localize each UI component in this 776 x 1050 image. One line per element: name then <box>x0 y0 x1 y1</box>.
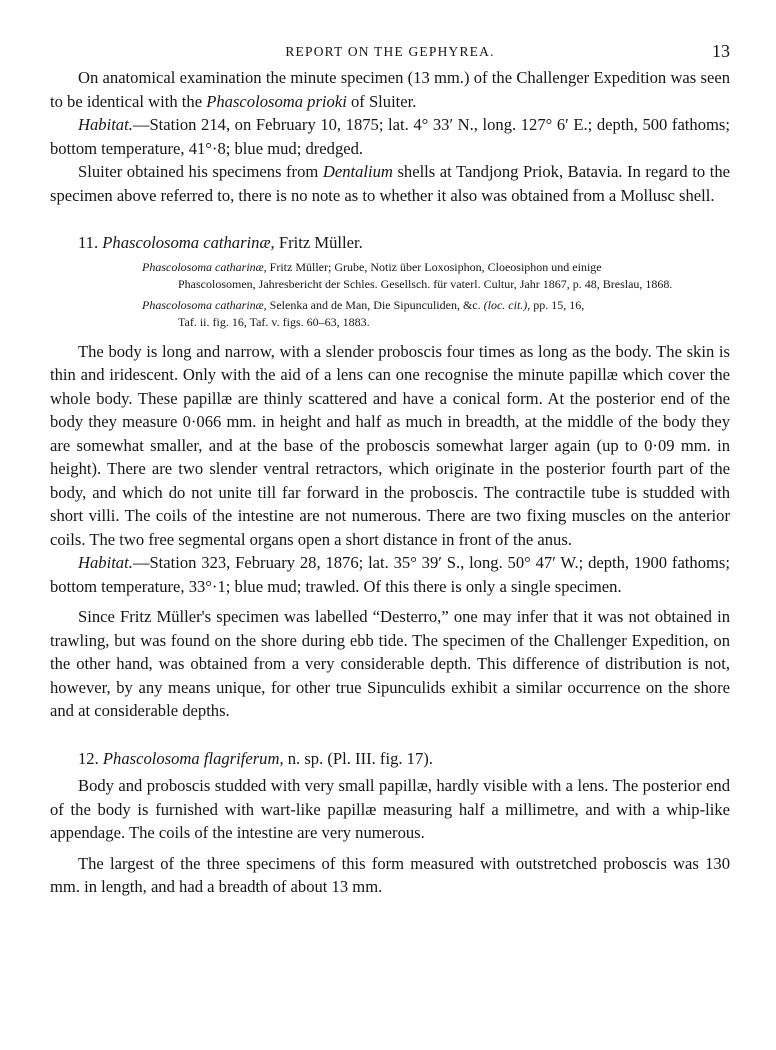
species-11-remarks: Since Fritz Müller's specimen was labelled “Desterro,” one may infer that it was not obtained in trawling, but was found on the shore during ebb tide. The specimen of the Challenger Expedition, on the other hand, was obtained from a very considerable depth. This difference of distribution is not, however, by any means unique, for other true Sipunculids exhibit a similar occurrence on the shore and at considerable depths. <box>50 607 730 720</box>
genus-italic: Dentalium <box>322 162 393 181</box>
species-12-measurements: The largest of the three specimens of this form measured with outstretched proboscis was 130 mm. in length, and had a breadth of about 13 mm. <box>50 853 730 896</box>
species-11-references <box>50 259 730 332</box>
intro-habitat: Habitat.—Station 214, on February 10, 1875; lat. 4° 33′ N., long. 127° 6′ E.; depth, 500 fathoms; bottom temperature, 41°·8; blue mud; dredged. <box>50 115 730 158</box>
reference-entry: Phascolosoma catharinæ, Fritz Müller; Grube, Notiz über Loxosiphon, Cloeosiphon und einige Phascolosomen, Jahresbericht der Schles. Gesellsch. für vaterl. Cultur, Jahr 1867, p. 48, Breslau, 1868. <box>142 259 673 291</box>
intro-paragraph: On anatomical examination the minute specimen (13 mm.) of the Challenger Expedition was seen to be identical with the Phascolosoma prioki of Sluiter. <box>50 68 730 111</box>
species-12-heading: 12. Phascolosoma flagriferum, n. sp. (Pl. III. fig. 17). <box>78 748 433 768</box>
page-number: 13 <box>712 41 730 61</box>
habitat-label: Habitat. <box>78 553 133 572</box>
running-title: REPORT ON THE GEPHYREA. <box>285 44 495 59</box>
species-12-name: Phascolosoma flagriferum, <box>102 748 284 768</box>
species-11-heading: 11. Phascolosoma catharinæ, Fritz Müller. <box>78 233 363 252</box>
running-head <box>50 38 730 66</box>
species-11-habitat: Habitat.—Station 323, February 28, 1876; lat. 35° 39′ S., long. 50° 47′ W.; depth, 1900 fathoms; bottom temperature, 33°·1; blue mud; trawled. Of this there is only a single specimen. <box>50 553 730 596</box>
species-11-name: Phascolosoma catharinæ, <box>102 233 275 252</box>
species-11-description: The body is long and narrow, with a slender proboscis four times as long as the body. The skin is thin and iridescent. Only with the aid of a lens can one recognise the minute papillæ which cover the whole body. These papillæ are thinly scattered and have a conical form. At the posterior end of the body they measure 0·066 mm. in height and half as much in breadth, at the middle of the body they are somewhat smaller, and at the base of the proboscis somewhat larger again (up to 0·09 mm. in height). There are two slender ventral retractors, which originate in the posterior fourth part of the body, and which do not unite till far forward in the proboscis. The contractile tube is studded with short villi. The coils of the intestine are not numerous. There are two fixing muscles on the anterior coils. The two free segmental organs open a short distance in front of the anus. <box>50 341 730 549</box>
reference-entry: Phascolosoma catharinæ, Selenka and de Man, Die Sipunculiden, &c. (loc. cit.), pp. 15, 16, Taf. ii. fig. 16, Taf. v. figs. 60–63, 1883. <box>142 297 585 329</box>
intro-remarks: Sluiter obtained his specimens from Dentalium shells at Tandjong Priok, Batavia. In regard to the specimen above referred to, there is no note as to whether it also was obtained from a Mollusc shell. <box>50 162 730 205</box>
page <box>50 38 730 899</box>
habitat-label: Habitat. <box>78 115 133 134</box>
species-name-italic: Phascolosoma prioki <box>206 91 347 111</box>
species-12-description: Body and proboscis studded with very small papillæ, hardly visible with a lens. The posterior end of the body is furnished with wart-like papillæ measuring half a millimetre, and with a whip-like appendage. The coils of the intestine are very numerous. <box>50 776 730 842</box>
